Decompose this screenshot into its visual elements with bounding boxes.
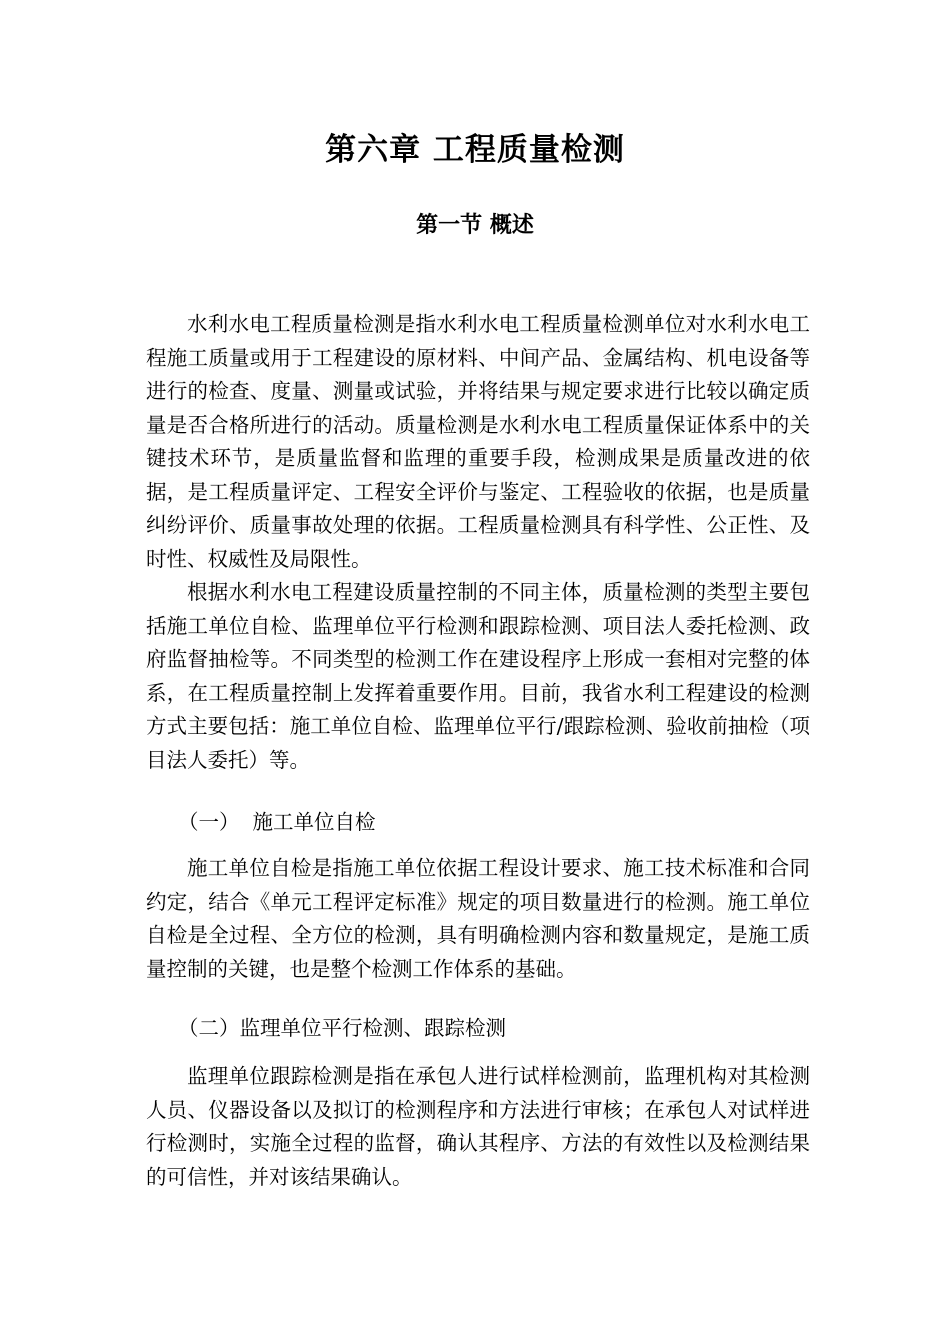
intro-body — [146, 308, 810, 777]
chapter-title: 第六章 工程质量检测 — [325, 132, 625, 168]
subsection-1-heading: （一） 施工单位自检 — [178, 810, 376, 834]
section-title: 第一节 概述 — [416, 213, 534, 238]
subsection-2-body — [146, 1060, 810, 1194]
subsection-1-body — [146, 852, 810, 986]
intro-paragraph-2: 根据水利水电工程建设质量控制的不同主体，质量检测的类型主要包括施工单位自检、监理单位平行检测和跟踪检测、项目法人委托检测、政府监督抽检等。不同类型的检测工作在建设程序上形成一套相对完整的体系，在工程质量控制上发挥着重要作用。目前，我省水利工程建设的检测方式主要包括：施工单位自检、监理单位平行/跟踪检测、验收前抽检（项目法人委托）等。 — [146, 580, 810, 772]
intro-paragraph-1: 水利水电工程质量检测是指水利水电工程质量检测单位对水利水电工程施工质量或用于工程建设的原材料、中间产品、金属结构、机电设备等进行的检查、度量、测量或试验，并将结果与规定要求进行比较以确定质量是否合格所进行的活动。质量检测是水利水电工程质量保证体系中的关键技术环节，是质量监督和监理的重要手段，检测成果是质量改进的依据，是工程质量评定、工程安全评价与鉴定、工程验收的依据，也是质量纠纷评价、质量事故处理的依据。工程质量检测具有科学性、公正性、及时性、权威性及局限性。 — [146, 312, 810, 571]
subsection-2-paragraph: 监理单位跟踪检测是指在承包人进行试样检测前，监理机构对其检测人员、仪器设备以及拟订的检测程序和方法进行审核；在承包人对试样进行检测时，实施全过程的监督，确认其程序、方法的有效性以及检测结果的可信性，并对该结果确认。 — [146, 1064, 810, 1189]
subsection-2-heading: （二）监理单位平行检测、跟踪检测 — [178, 1016, 506, 1040]
subsection-1-paragraph: 施工单位自检是指施工单位依据工程设计要求、施工技术标准和合同约定，结合《单元工程评定标准》规定的项目数量进行的检测。施工单位自检是全过程、全方位的检测，具有明确检测内容和数量规定，是施工质量控制的关键，也是整个检测工作体系的基础。 — [146, 856, 810, 981]
